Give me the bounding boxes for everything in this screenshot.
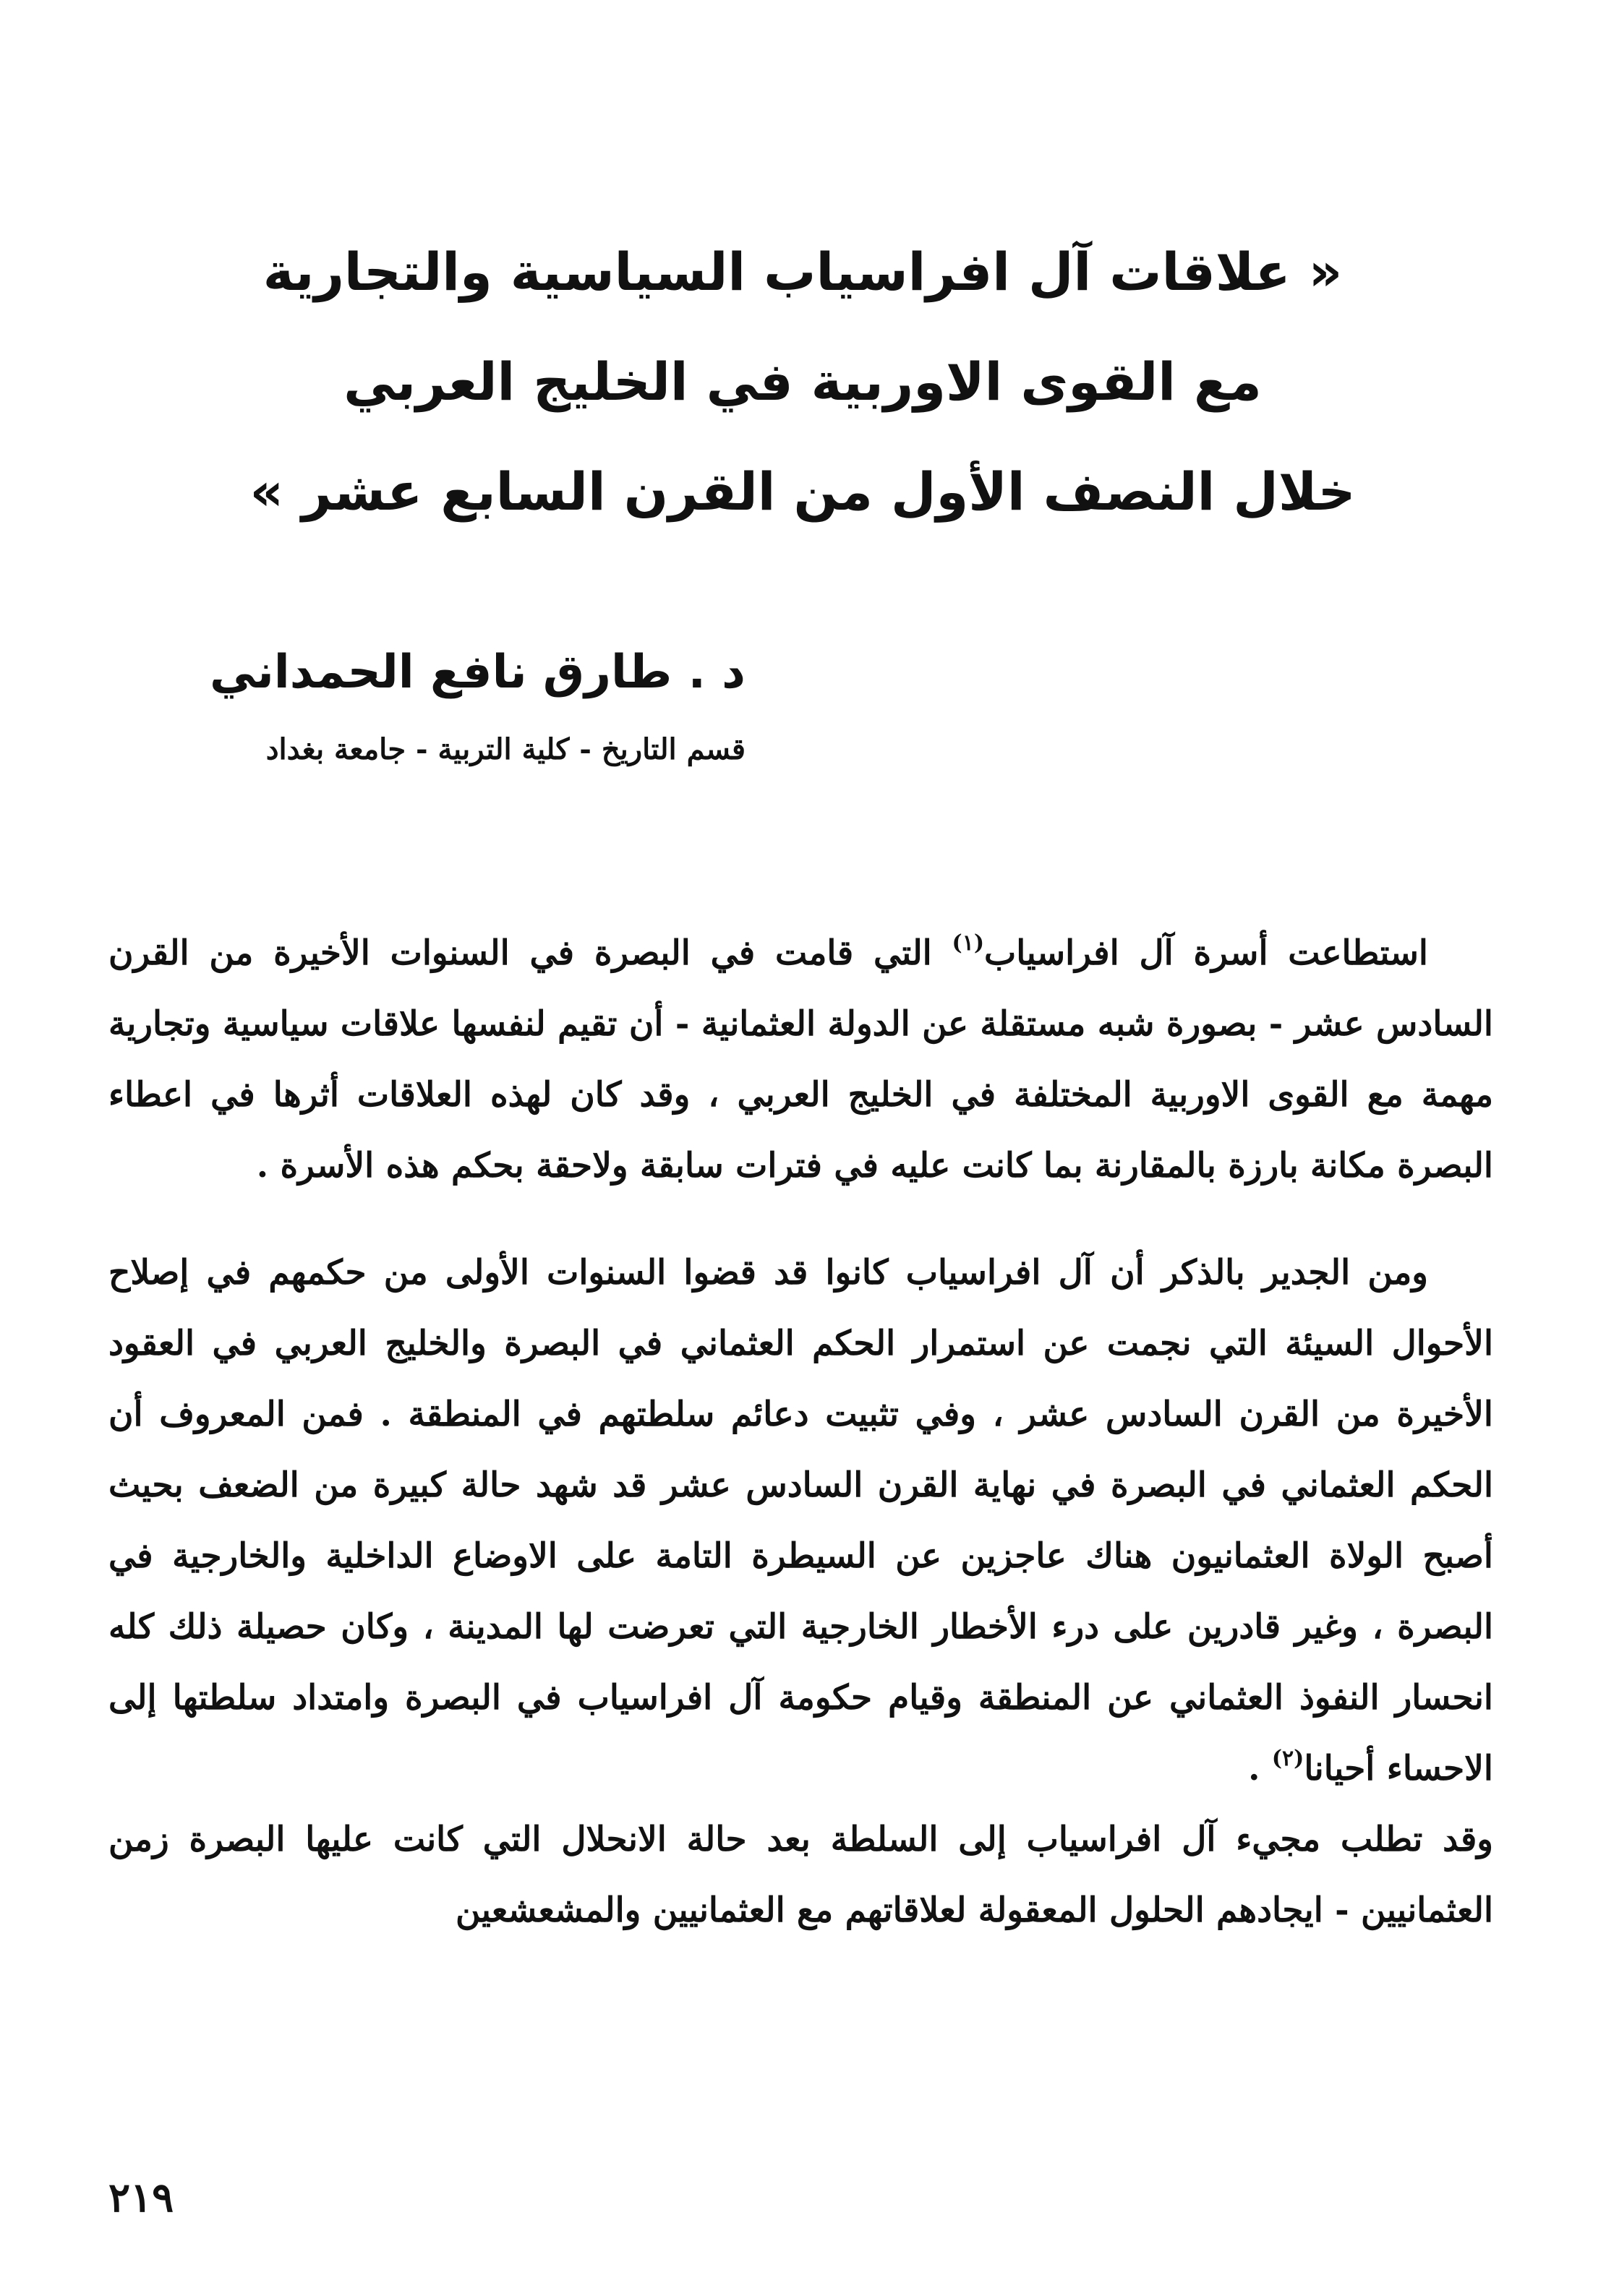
article-body: [108, 918, 1493, 1946]
paragraph-1-text-end: التي قامت في البصرة في السنوات الأخيرة من القرن السادس عشر - بصورة شبه مستقلة عن الدولة العثمانية - أن تقيم لنفسها علاقات سياسية وتجارية مهمة مع القوى الاوربية المختلفة في الخليج العربي ، وقد كان لهذه العلاقات أثرها في اعطاء البصرة مكانة بارزة بالمقارنة بما كانت عليه في فترات سابقة ولاحقة بحكم هذه الأسرة .: [108, 933, 1493, 1186]
title-line-3: خلال النصف الأول من القرن السابع عشر »: [249, 461, 1356, 522]
footnote-ref-2: (٢): [1271, 1746, 1304, 1771]
paragraph-2: [108, 1238, 1493, 1804]
author-affiliation: قسم التاريخ - كلية التربية - جامعة بغداد: [265, 732, 746, 766]
article-title: [159, 217, 1446, 547]
paragraph-2-text-end: .: [1248, 1749, 1272, 1789]
author-name: د . طارق نافع الحمداني: [209, 646, 746, 699]
footnote-ref-1: (١): [952, 930, 985, 956]
page-number: ٢١٩: [108, 2174, 174, 2222]
paragraph-3: وقد تطلب مجيء آل افراسياب إلى السلطة بعد حالة الانحلال التي كانت عليها البصرة زمن العثمانيين - ايجادهم الحلول المعقولة لعلاقاتهم مع العثمانيين والمشعشعين: [108, 1820, 1493, 1930]
paragraph-1: [108, 918, 1493, 1201]
paragraph-1-text-start: استطاعت أسرة آل افراسياب: [984, 933, 1428, 973]
author-block: [95, 636, 746, 775]
title-line-2: مع القوى الاوربية في الخليج العربي: [343, 351, 1262, 412]
title-line-1: « علاقات آل افراسياب السياسية والتجارية: [262, 241, 1343, 302]
paragraph-2-text-start: ومن الجدير بالذكر أن آل افراسياب كانوا قد قضوا السنوات الأولى من حكمهم في إصلاح الأحوال السيئة التي نجمت عن استمرار الحكم العثماني في البصرة والخليج العربي في العقود الأخيرة من القرن السادس عشر ، وفي تثبيت دعائم سلطتهم في المنطقة . فمن المعروف أن الحكم العثماني في البصرة في نهاية القرن السادس عشر قد شهد حالة كبيرة من الضعف بحيث أصبح الولاة العثمانيون هناك عاجزين عن السيطرة التامة على الاوضاع الداخلية والخارجية في البصرة ، وغير قادرين على درء الأخطار الخارجية التي تعرضت لها المدينة ، وكان حصيلة ذلك كله انحسار النفوذ العثماني عن المنطقة وقيام حكومة آل افراسياب في البصرة وامتداد سلطتها إلى الاحساء أحيانا: [108, 1253, 1493, 1789]
